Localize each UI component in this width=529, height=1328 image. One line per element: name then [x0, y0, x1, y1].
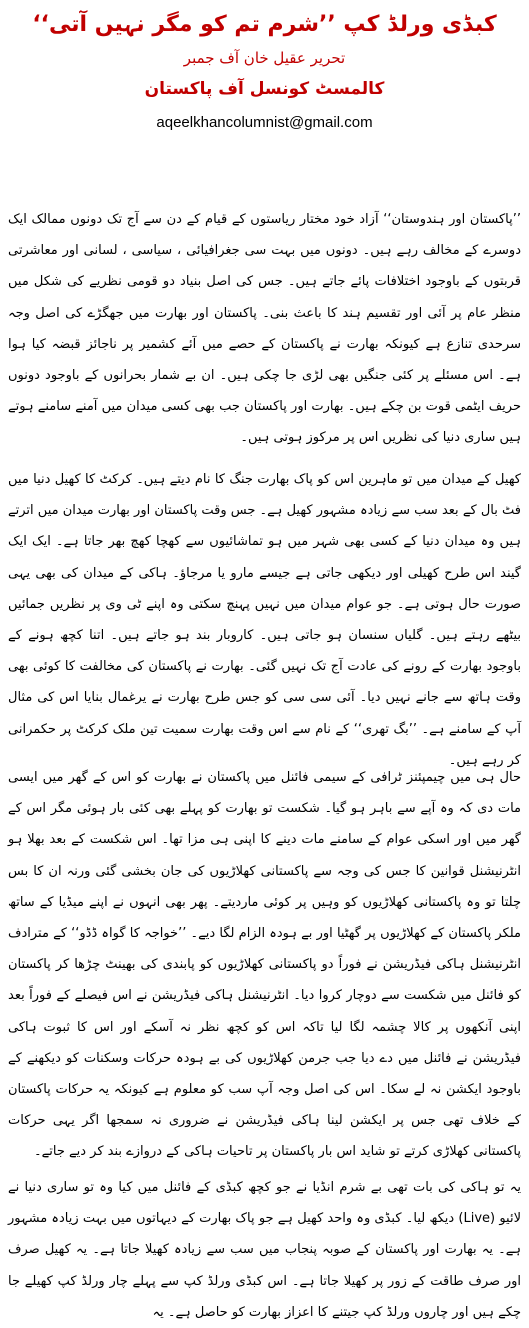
article-paragraph: ’’پاکستان اور ہندوستان‘‘ آزاد خود مختار ریاستوں کے قیام کے دن سے آج تک دونوں ممالک ایک دوسرے کے مخالف رہے ہیں۔ دونوں میں بہت سی جغرافیائی ، سیاسی ، لسانی اور معاشرتی قربتوں کے باوجود اختلافات پائے جاتے ہیں۔ جس کی اصل بنیاد دو قومی نظریے کی شکل میں منظر عام پر آئی اور تقسیم ہند کا باعث بنی۔ پاکستان اور بھارت میں جھگڑے کی اصل وجہ سرحدی تنازع ہے کیونکہ بھارت نے پاکستان کے حصے میں آئے کشمیر پر ناجائز قبضہ کیا ہوا ہے۔ اس مسئلے پر کئی جنگیں بھی لڑی جا چکی ہیں۔ ان بے شمار بحرانوں کے باوجود دونوں حریف ایٹمی قوت بن چکے ہیں۔ بھارت اور پاکستان جب بھی کسی میدان میں آمنے سامنے ہوتے ہیں ساری دنیا کی نظریں اس پر مرکوز ہوتی ہیں۔ [8, 212, 521, 446]
author-email: aqeelkhancolumnist@gmail.com [156, 114, 373, 131]
article-title: کبڈی ورلڈ کپ ’’شرم تم کو مگر نہیں آتی‘‘ [32, 12, 497, 37]
author-affiliation: کالمسٹ کونسل آف پاکستان [144, 79, 385, 99]
article-header [0, 0, 529, 134]
article-paragraph: یہ تو ہاکی کی بات تھی بے شرم انڈیا نے جو کچھ کبڈی کے فائنل میں کیا وہ تو ساری دنیا نے لائیو (Live) دیکھ لیا۔ کبڈی وہ واحد کھیل ہے جو پاک بھارت کے دیہاتوں میں بہت زیادہ مشہور ہے۔ یہ بھارت اور پاکستان کے صوبہ پنجاب میں سب سے زیادہ کھیلا جاتا ہے۔ یہ کھیل صرف اور صرف طاقت کے زور پر کھیلا جاتا ہے۔ اس کبڈی ورلڈ کپ سے پہلے چار ورلڈ کپ کھیلے جا چکے ہیں اور چاروں ورلڈ کپ جیتنے کا اعزاز بھارت کو حاصل ہے۔ یہ [8, 1180, 521, 1320]
article-body [8, 204, 521, 1320]
author-byline: تحریر عقیل خان آف جمبر [183, 49, 346, 67]
article-paragraph: کھیل کے میدان میں تو ماہرین اس کو پاک بھارت جنگ کا نام دیتے ہیں۔ کرکٹ کا کھیل دنیا میں فٹ بال کے بعد سب سے زیادہ مشہور کھیل ہے۔ جس وقت پاکستان اور بھارت میدان میں اترتے ہیں وہ میدان دنیا کے کسی بھی شہر میں ہو تماشائیوں سے کھچا کھچ بھر جاتا ہے۔ ایک ایک گیند اس طرح کھیلی اور دیکھی جاتی ہے جیسے مارو یا مرجاؤ۔ ہاکی کے میدان کی بھی یہی صورت حال ہوتی ہے۔ جو عوام میدان میں نہیں پہنچ سکتی وہ اپنے ٹی وی پر نظریں جمائیں بیٹھے رہتے ہیں۔ گلیاں سنسان ہو جاتی ہیں۔ کاروبار بند ہو جاتے ہیں۔ اتنا کچھ ہونے کے باوجود بھارت کے رونے کی عادت آج تک نہیں گئی۔ بھارت نے پاکستان کی مخالفت کا کوئی بھی وقت ہاتھ سے جانے نہیں دیا۔ آئی سی سی کو جس طرح بھارت نے یرغمال بنایا اس کی مثال آپ کے سامنے ہے۔ ’’بگ تھری‘‘ کے نام سے اس وقت بھارت سمیت تین ملک کرکٹ پر حکمرانی کر رہے ہیں۔ [8, 472, 521, 768]
article-paragraph: حال ہی میں چیمپئنز ٹرافی کے سیمی فائنل میں پاکستان نے بھارت کو اس کے گھر میں ایسی مات دی کہ وہ آپے سے باہر ہو گیا۔ شکست تو بھارت کو پہلے بھی کئی بار ہوئی مگر اس کے گھر میں اور اسکی عوام کے سامنے مات دینے کا اپنی ہی مزا تھا۔ اس شکست کے بعد بھلا ہو انٹرنیشنل قوانین کا جس کی وجہ سے پاکستانی کھلاڑیوں کی جان بخشی گئی ورنہ ان کا بس چلتا تو وہ پاکستانی کھلاڑیوں کو وہیں پر کوئی ماردیتے۔ پھر بھی انہوں نے اپنے میڈیا کے ساتھ ملکر پاکستان کے کھلاڑیوں پر گھٹیا اور بے ہودہ الزام لگا دیے۔ ’’خواجہ کا گواہ ڈڈو‘‘ کے مترادف انٹرنیشنل ہاکی فیڈریشن نے فوراً دو پاکستانی کھلاڑیوں کو پابندی کی بھینٹ چڑھا کر پاکستان کو فائنل میں شکست سے دوچار کروا دیا۔ انٹرنیشنل ہاکی فیڈریشن نے اس فیصلے کے فوراً بعد اپنی آنکھوں پر کالا چشمہ لگا لیا تاکہ اس کو کچھ نظر نہ آسکے اور اس کا ثبوت ہاکی فیڈریشن نے فائنل میں دے دیا جب جرمن کھلاڑیوں کی بے ہودہ حرکات وسکنات کو دیکھنے کے باوجود ایکشن نہ لے سکا۔ اس کی اصل وجہ آپ سب کو معلوم ہے کیونکہ یہ حرکات پاکستان کے خلاف تھی جس پر ایکشن لینا ہاکی فیڈریشن نے ضروری نہ سمجھا اگر یہی حرکات پاکستانی کھلاڑی کرتے تو شاید اس بار پاکستان پر تاحیات ہاکی کے دروازے بند کر دیے جاتے۔ [8, 770, 521, 1160]
